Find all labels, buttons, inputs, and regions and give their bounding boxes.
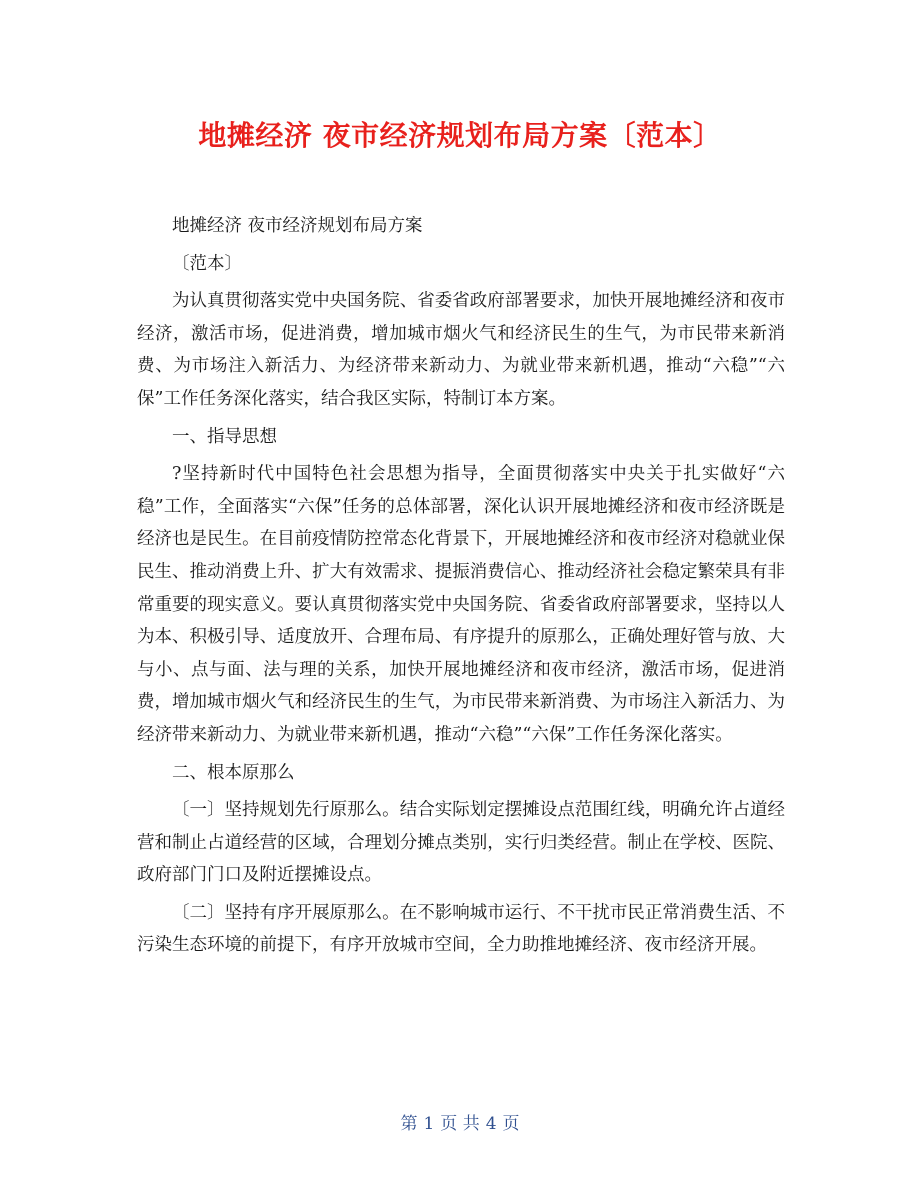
principle-two-paragraph: 〔二〕坚持有序开展原那么。在不影响城市运行、不干扰市民正常消费生活、不污染生态环境的前提下，有序开放城市空间，全力助推地摊经济、夜市经济开展。 xyxy=(137,902,785,956)
intro-paragraph: 为认真贯彻落实党中央国务院、省委省政府部署要求，加快开展地摊经济和夜市经济，激活市场，促进消费，增加城市烟火气和经济民生的生气，为市民带来新消费、为市场注入新活力、为经济带来新动力、为就业带来新机遇，推动“六稳”“六保”工作任务深化落实，结合我区实际，特制订本方案。 xyxy=(137,291,785,409)
document-body xyxy=(137,210,785,967)
guiding-ideology-paragraph: ?坚持新时代中国特色社会思想为指导，全面贯彻落实中央关于扎实做好“六稳”工作，全面落实“六保”任务的总体部署，深化认识开展地摊经济和夜市经济既是经济也是民生。在目前疫情防控常态化背景下，开展地摊经济和夜市经济对稳就业保民生、推动消费上升、扩大有效需求、提振消费信心、推动经济社会稳定繁荣具有非常重要的现实意义。要认真贯彻落实党中央国务院、省委省政府部署要求，坚持以人为本、积极引导、适度放开、合理布局、有序提升的原那么，正确处理好管与放、大与小、点与面、法与理的关系，加快开展地摊经济和夜市经济，激活市场，促进消费，增加城市烟火气和经济民生的生气，为市民带来新消费、为市场注入新活力、为经济带来新动力、为就业带来新机遇，推动“六稳”“六保”工作任务深化落实。 xyxy=(137,464,785,745)
footer-page-total: 4 xyxy=(485,1114,497,1134)
footer-page-number: 1 xyxy=(423,1114,435,1134)
principle-one-paragraph: 〔一〕坚持规划先行原那么。结合实际划定摆摊设点范围红线，明确允许占道经营和制止占道经营的区域，合理划分摊点类别，实行归类经营。制止在学校、医院、政府部门门口及附近摆摊设点。 xyxy=(137,800,785,886)
document-title: 地摊经济 夜市经济规划布局方案〔范本〕 xyxy=(198,119,722,152)
footer-suffix: 页 xyxy=(502,1114,520,1134)
section-heading-principles: 二、根本原那么 xyxy=(172,762,295,783)
section-heading-guiding-ideology: 一、指导思想 xyxy=(172,426,277,447)
template-note: 〔范本〕 xyxy=(172,253,242,274)
subtitle-line: 地摊经济 夜市经济规划布局方案 xyxy=(172,216,423,236)
footer-prefix: 第 xyxy=(400,1114,418,1134)
page-footer xyxy=(0,1112,920,1136)
footer-middle: 页 共 xyxy=(440,1114,480,1134)
